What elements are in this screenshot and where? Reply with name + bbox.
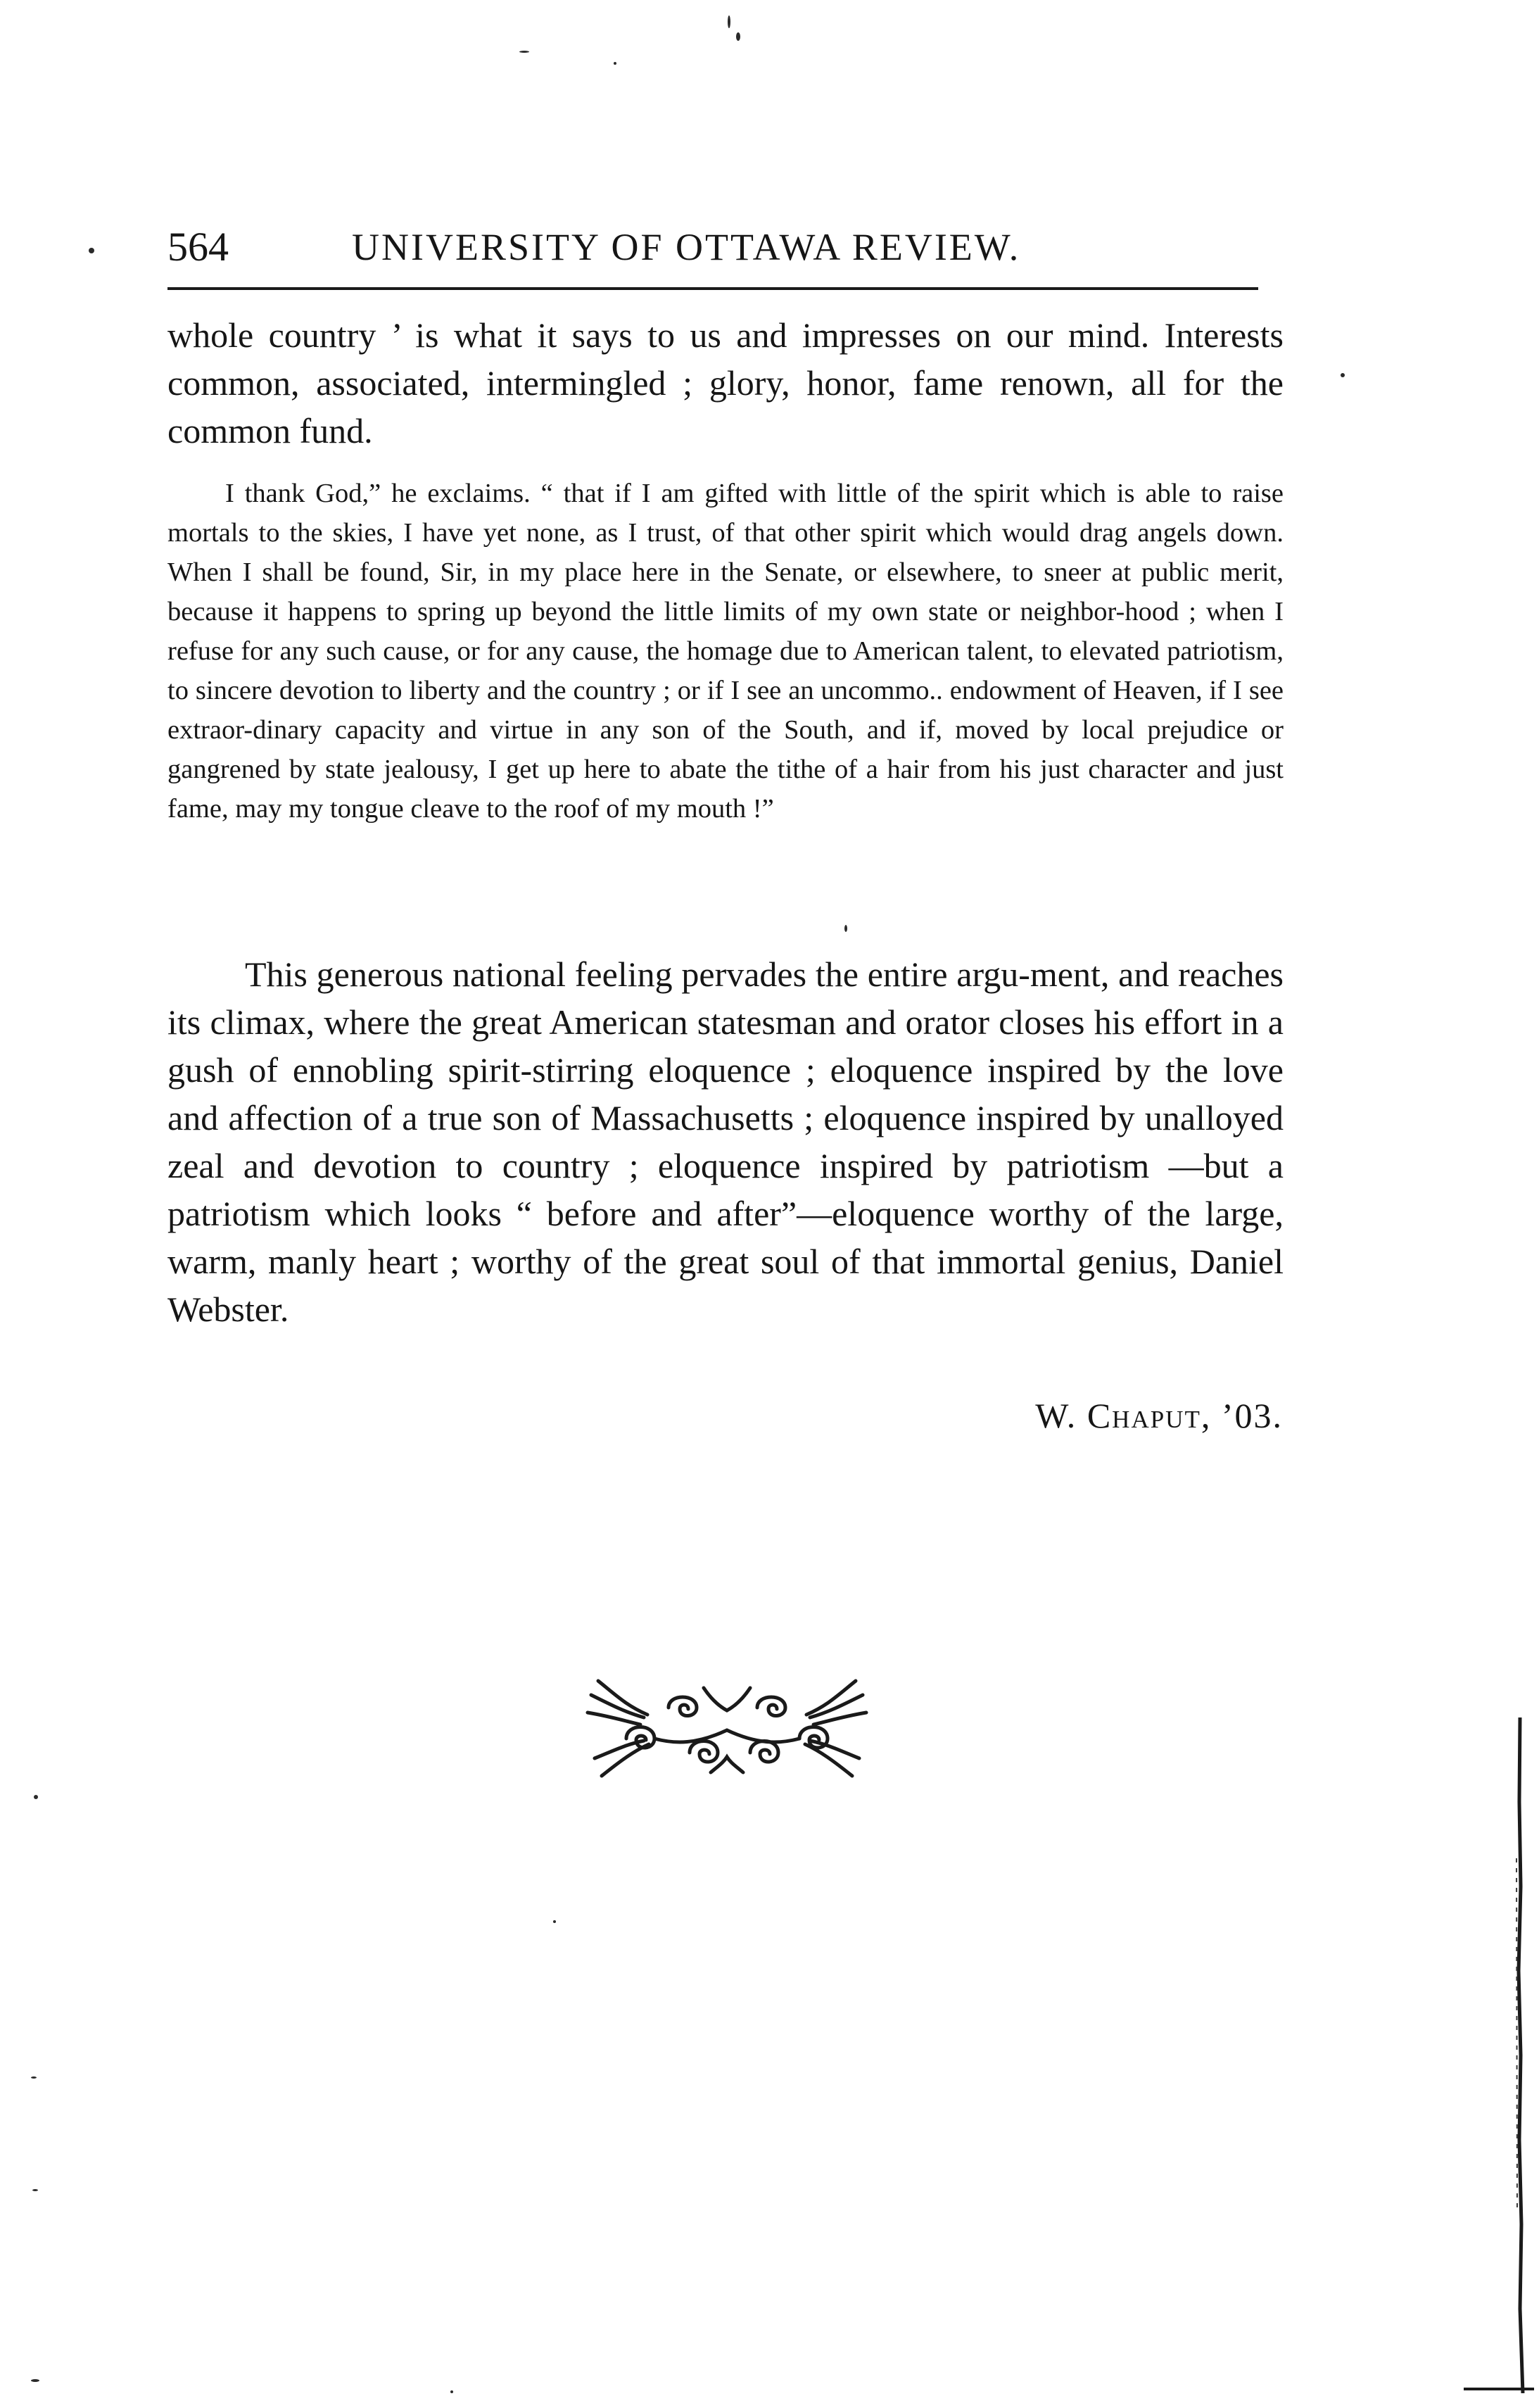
paragraph-3: This generous national feeling pervades the entire argu-ment, and reaches its climax, where the great American statesman and orator closes his effort in a gush of ennobling spirit-stirring eloquence ; eloquence inspired by the love and affection of a true son of Massachusetts ; eloquence inspired by unalloyed zeal and devotion to country ; eloquence inspired by patriotism —but a patriotism which looks “ before and after”—eloquence worthy of the large, warm, manly heart ; worthy of the great soul of that immortal genius, Daniel Webster. xyxy=(167,954,1284,1329)
scan-speck xyxy=(553,1920,556,1923)
scan-speck xyxy=(32,2189,38,2191)
author-signature xyxy=(1035,1391,1283,1440)
scan-speck xyxy=(736,32,740,41)
scan-speck xyxy=(1341,373,1345,377)
scan-speck xyxy=(450,2390,453,2393)
scan-speck xyxy=(614,62,616,65)
scan-speck xyxy=(31,2379,39,2382)
scan-speck xyxy=(844,925,847,932)
scroll-flourish-icon xyxy=(584,1674,870,1786)
running-title: UNIVERSITY OF OTTAWA REVIEW. xyxy=(352,226,1021,268)
signature-initial: W. xyxy=(1035,1396,1077,1435)
page-number: 564 xyxy=(167,224,229,270)
header-rule xyxy=(167,287,1258,290)
signature-surname: Chaput, xyxy=(1087,1396,1212,1435)
signature-year: ’03. xyxy=(1221,1396,1283,1435)
block-quote: I thank God,” he exclaims. “ that if I am gifted with little of the spirit which is able to raise mortals to the skies, I have yet none, as I trust, of that other spirit which would drag angels down. When I shall be found, Sir, in my place here in the Senate, or elsewhere, to sneer at public merit, because it happens to spring up beyond the little limits of my own state or neighbor-hood ; when I refuse for any such cause, or for any cause, the homage due to American talent, to elevated patriotism, to sincere devotion to liberty and the country ; or if I see an uncommo.. endowment of Heaven, if I see extraor-dinary capacity and virtue in any son of the South, and if, moved by local prejudice or gangrened by state jealousy, I get up here to abate the tithe of a hair from his just character and just fame, may my tongue cleave to the roof of my mouth !” xyxy=(167,479,1284,824)
scan-speck xyxy=(728,15,730,28)
binding-edge-mark xyxy=(1514,1717,1526,2393)
paragraph-1: whole country ’ is what it says to us and impresses on our mind. Interests common, associated, intermingled ; glory, honor, fame renown, all for the common fund. xyxy=(167,315,1284,450)
scan-speck xyxy=(89,248,94,253)
page-header xyxy=(167,215,1258,279)
scan-speck xyxy=(34,1795,38,1799)
scan-speck xyxy=(31,2076,37,2079)
scan-speck xyxy=(519,51,529,53)
binding-edge-foot xyxy=(1464,2388,1534,2390)
